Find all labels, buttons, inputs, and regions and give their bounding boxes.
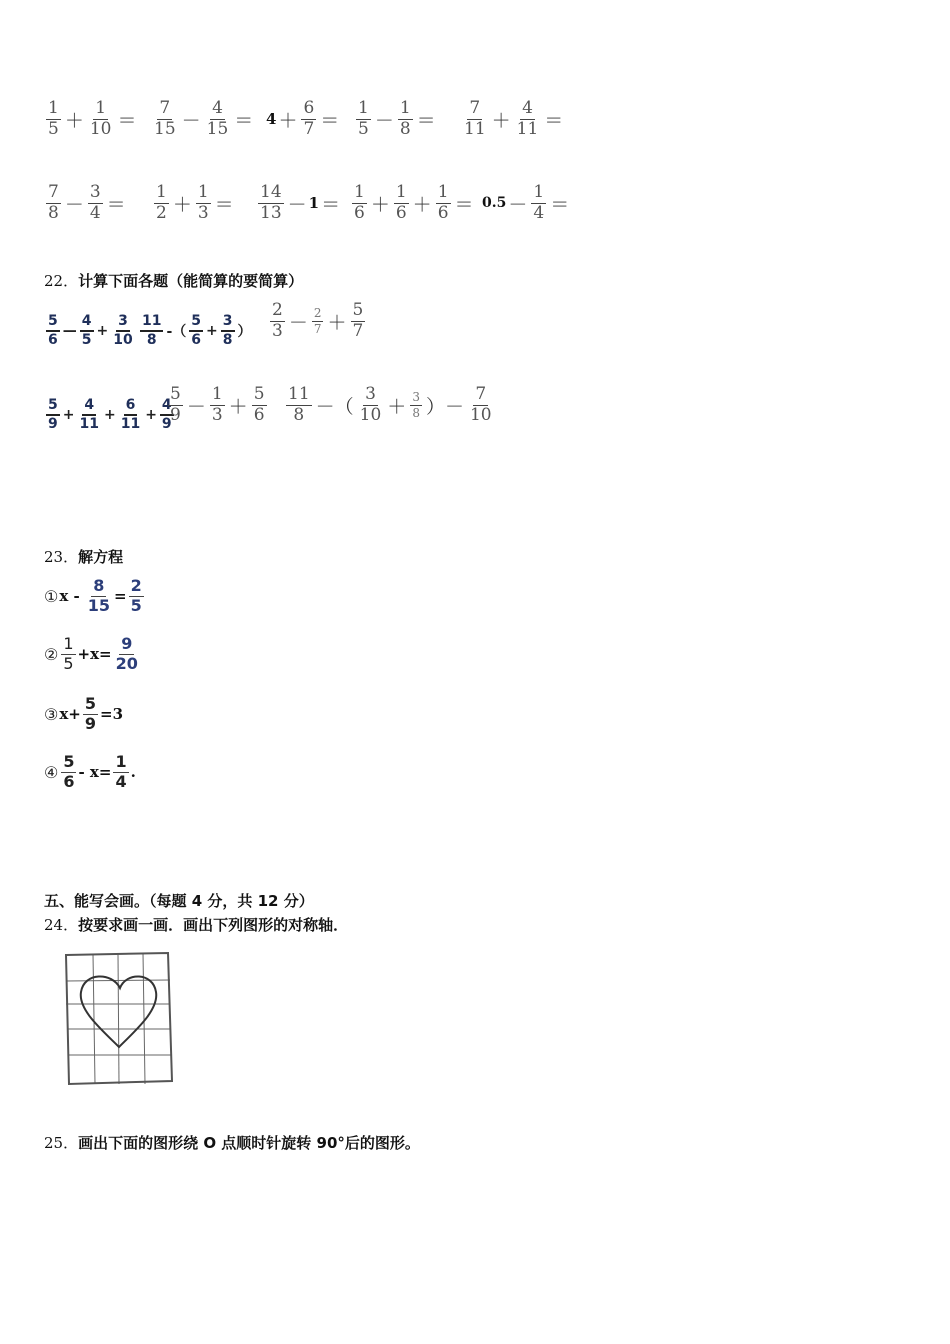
oral-expression-3: 4 ＋ $\frac{6}{7}$ ＝ <box>266 98 340 139</box>
fraction: $\frac{7}{11}$ <box>464 98 486 139</box>
question-24-title: 24．按要求画一画．画出下列图形的对称轴． <box>44 916 349 934</box>
question-23-title: 23．解方程 <box>44 548 124 566</box>
q22-expression-2: $\frac{11}{8}$ -（ $\frac{5}{6}$ + $\frac{3}{8}$ ） <box>142 313 252 348</box>
q22-expression-1: $\frac{5}{6}$ — $\frac{4}{5}$ + $\frac{3}{10}$ <box>48 313 133 348</box>
fraction: $\frac{1}{6}$ <box>395 182 407 223</box>
oral-expression-6: $\frac{7}{8}$ － $\frac{3}{4}$ ＝ <box>48 182 126 223</box>
oral-expression-2: $\frac{7}{15}$ － $\frac{4}{15}$ ＝ <box>154 98 254 139</box>
oral-expression-1: $\frac{1}{5}$ ＋ $\frac{1}{10}$ ＝ <box>48 98 137 139</box>
oral-expression-9: $\frac{1}{6}$ ＋ $\frac{1}{6}$ ＋ $\frac{1}{6}$ ＝ <box>354 182 474 223</box>
fraction: $\frac{1}{5}$ <box>358 98 369 139</box>
fraction: $\frac{1}{8}$ <box>399 98 411 139</box>
equation-2: ② $\frac{1}{5}$ +x= $\frac{9}{20}$ <box>44 634 138 673</box>
section-5-title: 五、能写会画。（每题 4 分，共 12 分） <box>44 892 314 910</box>
oral-expression-7: $\frac{1}{2}$ ＋ $\frac{1}{3}$ ＝ <box>156 182 234 223</box>
q22-expression-5: $\frac{5}{9}$ － $\frac{1}{3}$ ＋ $\frac{5}{6}$ <box>170 384 265 425</box>
q22-expression-3: $\frac{2}{3}$ － $\frac{2}{7}$ ＋ $\frac{5}{7}$ <box>272 300 364 341</box>
fraction: $\frac{1}{2}$ <box>156 182 167 223</box>
fraction: $\frac{1}{6}$ <box>437 182 449 223</box>
heart-grid-figure <box>60 948 178 1088</box>
fraction: $\frac{1}{3}$ <box>197 182 209 223</box>
fraction: $\frac{7}{8}$ <box>48 182 59 223</box>
fraction: $\frac{6}{7}$ <box>303 98 315 139</box>
fraction: $\frac{1}{6}$ <box>354 182 365 223</box>
fraction: $\frac{3}{4}$ <box>89 182 101 223</box>
fraction: $\frac{7}{15}$ <box>154 98 176 139</box>
fraction: $\frac{4}{11}$ <box>516 98 539 139</box>
equation-4: ④ $\frac{5}{6}$ - x= $\frac{1}{4}$ . <box>44 752 136 791</box>
oral-expression-4: $\frac{1}{5}$ － $\frac{1}{8}$ ＝ <box>358 98 436 139</box>
q22-expression-6: $\frac{11}{8}$ －（ $\frac{3}{10}$ ＋ $\frac{3}{8}$ ）－ $\frac{7}{10}$ <box>288 384 492 425</box>
oral-expression-5: $\frac{7}{11}$ ＋ $\frac{4}{11}$ ＝ <box>464 98 564 139</box>
equation-3: ③ x+ $\frac{5}{9}$ =3 <box>44 694 124 733</box>
oral-expression-8: $\frac{14}{13}$ － 1 ＝ <box>260 182 341 223</box>
question-25-title: 25．画出下面的图形绕 O 点顺时针旋转 90°后的图形。 <box>44 1134 420 1152</box>
question-22-title: 22．计算下面各题（能简算的要简算） <box>44 272 304 290</box>
fraction: $\frac{1}{10}$ <box>89 98 112 139</box>
q22-expression-4: $\frac{5}{9}$ + $\frac{4}{11}$ + $\frac{6}{11}$ + $\frac{4}{9}$ <box>48 397 172 432</box>
fraction: $\frac{4}{15}$ <box>206 98 229 139</box>
grid-lines <box>66 953 171 1084</box>
fraction: $\frac{1}{4}$ <box>533 182 545 223</box>
fraction: $\frac{1}{5}$ <box>48 98 59 139</box>
equation-1: ① x - $\frac{8}{15}$ = $\frac{2}{5}$ <box>44 576 142 615</box>
fraction: $\frac{14}{13}$ <box>260 182 282 223</box>
oral-expression-10: 0.5 － $\frac{1}{4}$ ＝ <box>482 182 570 223</box>
